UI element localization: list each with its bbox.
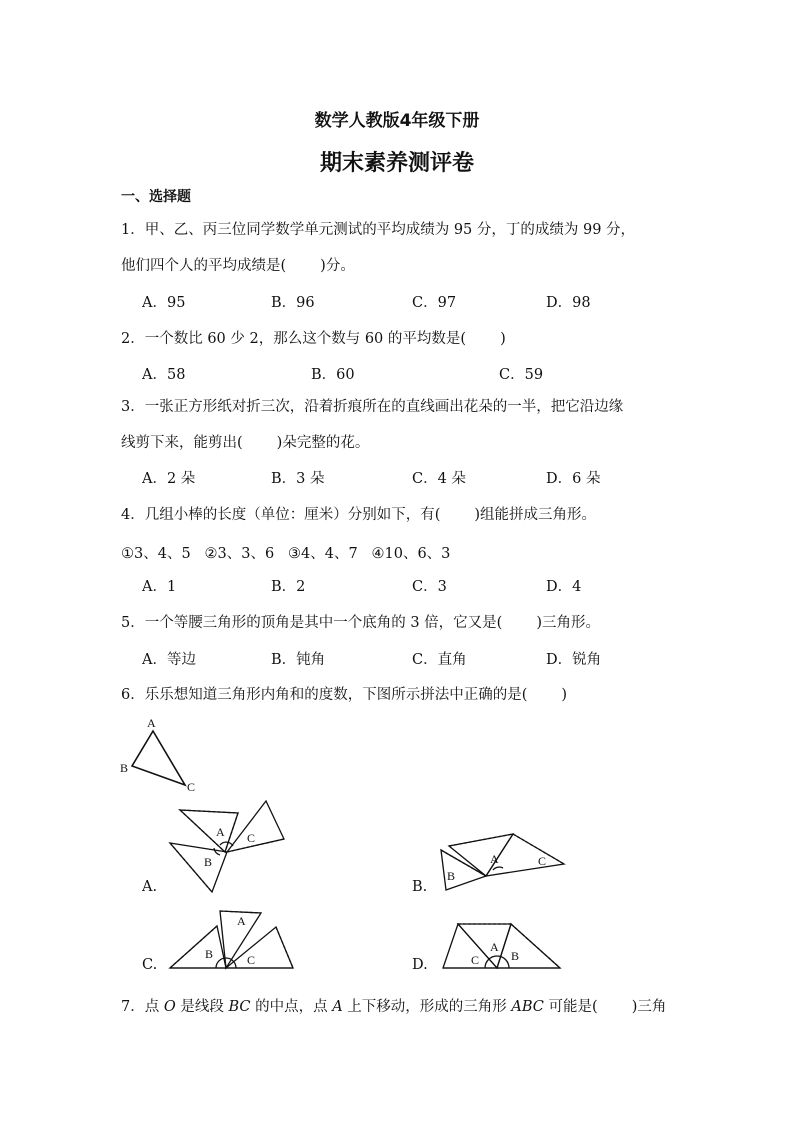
option-3c: C．4 朵	[412, 471, 466, 487]
option-2a: A．58	[142, 367, 186, 383]
option-4b: B．2	[271, 579, 306, 595]
option-1b: B．96	[271, 295, 315, 311]
option-3d: D．6 朵	[546, 471, 601, 487]
question-7	[121, 995, 666, 1016]
question-1-stem: 他们四个人的平均成绩是(	[121, 258, 287, 274]
option-5c: C．直角	[412, 652, 467, 668]
question-3-stem-end: )朵完整的花。	[276, 435, 370, 451]
fig-c-label-b: B	[205, 947, 214, 961]
question-7-stem-2: 是线段	[175, 999, 229, 1015]
point-o: O	[163, 999, 176, 1015]
fig-d-label-c: C	[471, 953, 480, 967]
question-7-stem-6: )三角	[631, 999, 667, 1015]
figure-b	[441, 834, 564, 890]
option-6d: D.	[412, 957, 428, 973]
question-1-stem-end: )分。	[320, 258, 355, 274]
option-6c: C.	[142, 957, 158, 973]
question-7-stem-1: 7．点	[121, 999, 164, 1015]
segment-bc: BC	[228, 999, 251, 1015]
option-3b: B．3 朵	[271, 471, 325, 487]
fig-d-label-a: A	[490, 940, 499, 954]
fig-c-label-c: C	[247, 953, 256, 967]
question-7-stem-3: 的中点，点	[250, 999, 333, 1015]
option-1d: D．98	[546, 295, 591, 311]
question-4-stem: 4．几组小棒的长度（单位：厘米）分别如下，有(	[121, 507, 441, 523]
option-4c: C．3	[412, 579, 447, 595]
option-1c: C．97	[412, 295, 457, 311]
question-2-stem: 2．一个数比 60 少 2，那么这个数与 60 的平均数是(	[121, 331, 467, 347]
option-6b: B.	[412, 879, 428, 895]
question-2-stem-end: )	[500, 331, 506, 347]
question-7-stem-5: 可能是(	[543, 999, 598, 1015]
option-3a: A．2 朵	[142, 471, 196, 487]
figure-a	[170, 801, 284, 892]
label-c: C	[187, 780, 196, 794]
fig-b-label-b: B	[447, 869, 456, 883]
option-2c: C．59	[499, 367, 544, 383]
question-3-line1: 3．一张正方形纸对折三次，沿着折痕所在的直线画出花朵的一半，把它沿边缘	[121, 399, 624, 415]
section-heading: 一、选择题	[121, 189, 191, 205]
label-b: B	[120, 761, 129, 775]
option-2b: B．60	[311, 367, 355, 383]
option-5d: D．锐角	[546, 652, 602, 668]
option-1a: A．95	[142, 295, 186, 311]
question-4-stick-groups: ①3、4、5 ②3、3、6 ③4、4、7 ④10、6、3	[121, 546, 451, 562]
figure-d	[443, 924, 560, 968]
fig-b-label-a: A	[490, 852, 499, 866]
label-a: A	[147, 716, 156, 730]
fig-a-label-b: B	[204, 855, 213, 869]
question-1-line1: 1．甲、乙、丙三位同学数学单元测试的平均成绩为 95 分，丁的成绩为 99 分，	[121, 222, 636, 238]
option-5a: A．等边	[142, 652, 196, 668]
question-5-stem: 5．一个等腰三角形的顶角是其中一个底角的 3 倍，它又是(	[121, 615, 503, 631]
question-6-stem-end: )	[561, 687, 568, 703]
option-4d: D．4	[546, 579, 582, 595]
question-4-stem-end: )组能拼成三角形。	[474, 507, 597, 523]
point-a: A	[332, 999, 343, 1015]
fig-b-label-c: C	[538, 854, 547, 868]
option-6a: A.	[142, 879, 158, 895]
figure-c	[170, 911, 293, 968]
question-3-stem: 线剪下来，能剪出(	[121, 435, 243, 451]
reference-triangle	[120, 716, 195, 794]
option-4a: A．1	[142, 579, 177, 595]
triangle-abc: ABC	[511, 999, 544, 1015]
document-subtitle: 期末素养测评卷	[319, 151, 474, 176]
question-6-stem: 6．乐乐想知道三角形内角和的度数，下图所示拼法中正确的是(	[121, 687, 528, 703]
fig-d-label-b: B	[511, 949, 520, 963]
question-7-stem-4: 上下移动，形成的三角形	[342, 999, 512, 1015]
fig-a-label-c: C	[247, 831, 256, 845]
document-title: 数学人教版4年级下册	[314, 111, 480, 131]
fig-c-label-a: A	[237, 914, 246, 928]
option-5b: B．钝角	[271, 652, 326, 668]
question-5-stem-end: )三角形。	[536, 615, 600, 631]
fig-a-label-a: A	[216, 825, 225, 839]
